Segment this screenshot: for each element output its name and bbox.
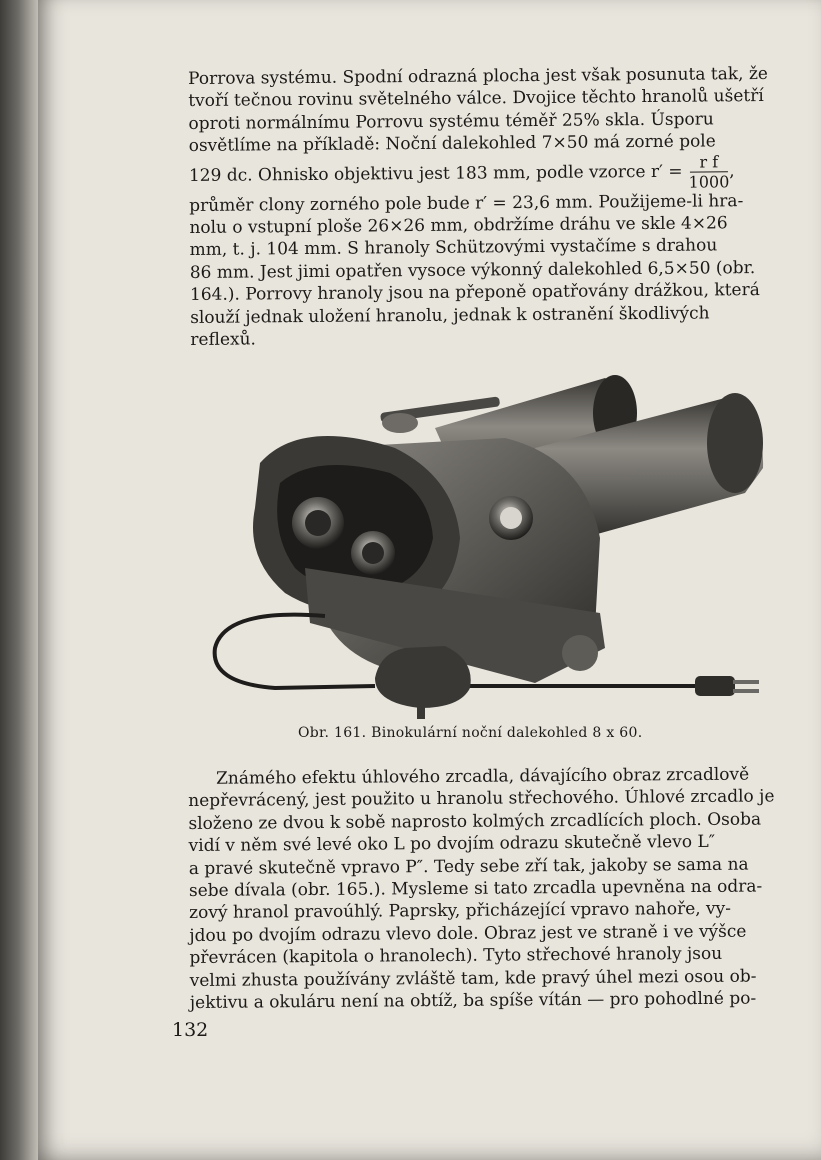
cable-switch-box (375, 646, 471, 708)
text-line: zový hranol pravoúhlý. Paprsky, přicházející vpravo nahoře, vy- (189, 899, 732, 924)
text-line: osvětlíme na příkladě: Noční dalekohled 7×50 má zorné pole (188, 131, 716, 157)
page-number: 132 (172, 1019, 209, 1041)
text-line: jektivu a okuláru není na obtíž, ba spíše vítán — pro pohodlné po- (189, 988, 757, 1014)
text-line: tvoří tečnou rovinu světelného válce. Dvojice těchto hranolů ušetří (188, 86, 764, 112)
figure-caption: Obr. 161. Binokulární noční dalekohled 8 x 60. (298, 725, 643, 741)
text-line: převrácen (kapitola o hranolech). Tyto střechové hranoly jsou (189, 944, 723, 969)
text-line: slouží jednak uložení hranolu, jednak k ostranění škodlivých (190, 303, 710, 328)
fraction-denominator: 1000 (688, 171, 730, 192)
text-line: jdou po dvojím odrazu vlevo dole. Obraz jest ve straně i ve výšce (189, 921, 747, 946)
fraction-numerator: r f (699, 152, 719, 172)
text-line: 86 mm. Jest jimi opatřen vysoce výkonný dalekohled 6,5×50 (obr. (189, 257, 756, 283)
text-line: mm, t. j. 104 mm. S hranoly Schützovými vystačíme s drahou (189, 235, 718, 261)
figure-binocular-photo (205, 368, 767, 728)
text-line: reflexů. (190, 329, 256, 351)
text-line: oproti normálnímu Porrovu systému téměř 25% skla. Úsporu (188, 109, 714, 134)
text-line: 164.). Porrovy hranoly jsou na přeponě opatřovány drážkou, která (189, 280, 760, 306)
formula-line (189, 152, 787, 194)
text-line: nolu o vstupní ploše 26×26 mm, obdržíme dráhu ve skle 4×26 (189, 213, 728, 239)
book-binding (0, 0, 40, 1160)
formula-suffix: , (729, 161, 735, 182)
text-line: nepřevrácený, jest použito u hranolu střechového. Úhlové zrcadlo je (188, 786, 775, 812)
formula-prefix: 129 dc. Ohnisko objektivu jest 183 mm, podle vzorce r′ = (188, 161, 683, 186)
text-line: vidí v něm své levé oko L po dvojím odrazu skutečně vlevo L″ (188, 832, 716, 857)
fraction (688, 153, 729, 190)
binocular-illustration (205, 368, 767, 728)
text-line: a pravé skutečně vpravo P″. Tedy sebe zří tak, jakoby se sama na (188, 854, 749, 879)
text-line: sebe dívala (obr. 165.). Mysleme si tato zrcadla upevněna na odra- (188, 876, 763, 902)
text-line: velmi zhusta používány zvláště tam, kde pravý úhel mezi osou ob- (189, 966, 757, 991)
text-line: složeno ze dvou k sobě naprosto kolmých zrcadlících ploch. Osoba (188, 809, 762, 834)
plug (695, 676, 735, 696)
paragraph-porro-prisms (188, 63, 788, 352)
focus-knob (382, 413, 418, 433)
paragraph-roof-prisms (188, 763, 788, 1014)
text-line: průměr clony zorného pole bude r′ = 23,6 mm. Použijeme-li hra- (189, 190, 744, 216)
text-line: Porrova systému. Spodní odrazná plocha jest však posunuta tak, že (188, 63, 769, 89)
text-line-first: Známého efektu úhlového zrcadla, dávajícího obraz zrcadlově (216, 764, 750, 789)
